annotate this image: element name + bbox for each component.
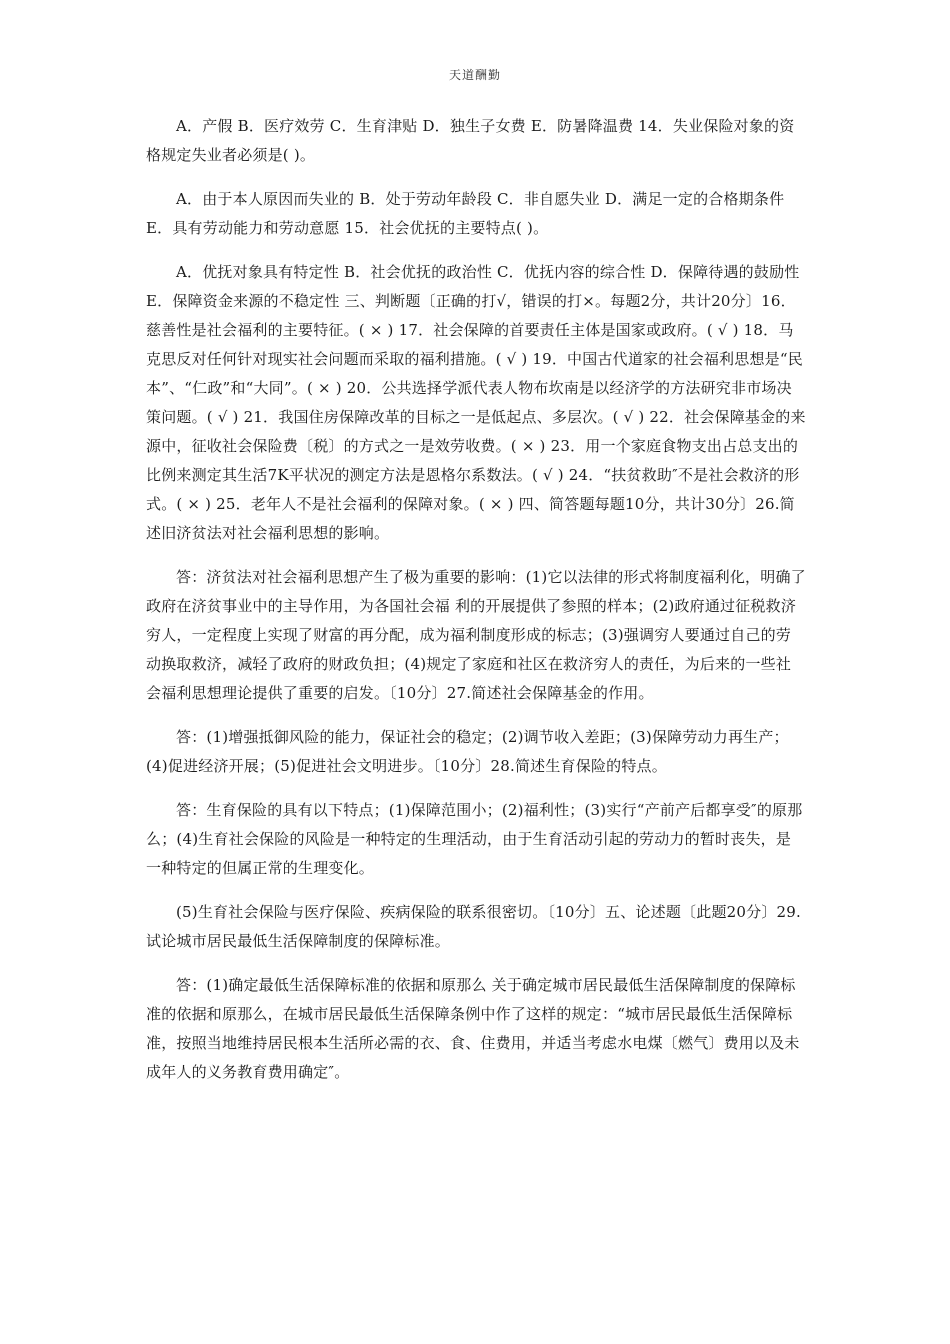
paragraph-options-14: A．由于本人原因而失业的 B．处于劳动年龄段 C．非自愿失业 D．满足一定的合格期条件 E．具有劳动能力和劳动意愿 15．社会优抚的主要特点( )。 (146, 190, 790, 237)
page-header: 天道酬勤 (448, 68, 501, 82)
paragraph-answer-29: 答：(1)确定最低生活保障标准的依据和原那么 关于确定城市居民最低生活保障制度的保障标准的依据和原那么，在城市居民最低生活保障条例中作了这样的规定：“城市居民最低生活保障标准，按照当地维持居民根本生活所必需的衣、食、住费用，并适当考虑水电煤〔燃气〕费用以及未成年人的义务教育费用确定″。 (146, 976, 800, 1081)
paragraph-judgement-questions: A．优抚对象具有特定性 B．社会优抚的政治性 C．优抚内容的综合性 D．保障待遇的鼓励性 E．保障资金来源的不稳定性 三、判断题〔正确的打√，错误的打×。每题2分，共计20分〕16．慈善性是社会福利的主要特征。( × ) 17．社会保障的首要责任主体是国家或政府。( √ ) 18．马克思反对任何针对现实社会问题而采取的福利措施。( √ ) 19．中国古代道家的社会福利思想是“民本”、“仁政”和“大同”。( × ) 20．公共选择学派代表人物布坎南是以经济学的方法研究非市场决策问题。( √ ) 21．我国住房保障改革的目标之一是低起点、多层次。( √ ) 22．社会保障基金的来源中，征收社会保险费〔税〕的方式之一是效劳收费。( × ) 23．用一个家庭食物支出占总支出的比例来测定其生活7K平状况的测定方法是恩格尔系数法。( √ ) 24．“扶贫救助″不是社会救济的形式。( × ) 25．老年人不是社会福利的保障对象。( × ) 四、简答题每题10分，共计30分〕26.简述旧济贫法对社会福利思想的影响。 (146, 263, 806, 542)
paragraph-options-13: A．产假 B．医疗效劳 C．生育津贴 D．独生子女费 E．防暑降温费 14．失业保险对象的资格规定失业者必须是( )。 (146, 117, 795, 164)
paragraph-answer-27: 答：(1)增强抵御风险的能力，保证社会的稳定；(2)调节收入差距；(3)保障劳动力再生产；(4)促进经济开展；(5)促进社会文明进步。〔10分〕28.简述生育保险的特点。 (146, 728, 789, 775)
paragraph-answer-26: 答：济贫法对社会福利思想产生了极为重要的影响：(1)它以法律的形式将制度福利化，明确了政府在济贫事业中的主导作用，为各国社会福 利的开展提供了参照的样本；(2)政府通过征税救济穷人，一定程度上实现了财富的再分配，成为福利制度形成的标志；(3)强调穷人要通过自己的劳动换取救济，减轻了政府的财政负担；(4)规定了家庭和社区在救济穷人的责任，为后来的一些社会福利思想理论提供了重要的启发。〔10分〕27.简述社会保障基金的作用。 (146, 568, 806, 702)
paragraph-answer-28-cont: (5)生育社会保险与医疗保险、疾病保险的联系很密切。〔10分〕五、论述题〔此题20分〕29.试论城市居民最低生活保障制度的保障标准。 (146, 903, 801, 950)
paragraph-answer-28: 答：生育保险的具有以下特点；(1)保障范围小；(2)福利性；(3)实行“产前产后都享受″的原那么；(4)生育社会保险的风险是一种特定的生理活动，由于生育活动引起的劳动力的暂时丧失，是一种特定的但属正常的生理变化。 (146, 801, 803, 877)
document-body (146, 112, 806, 1102)
